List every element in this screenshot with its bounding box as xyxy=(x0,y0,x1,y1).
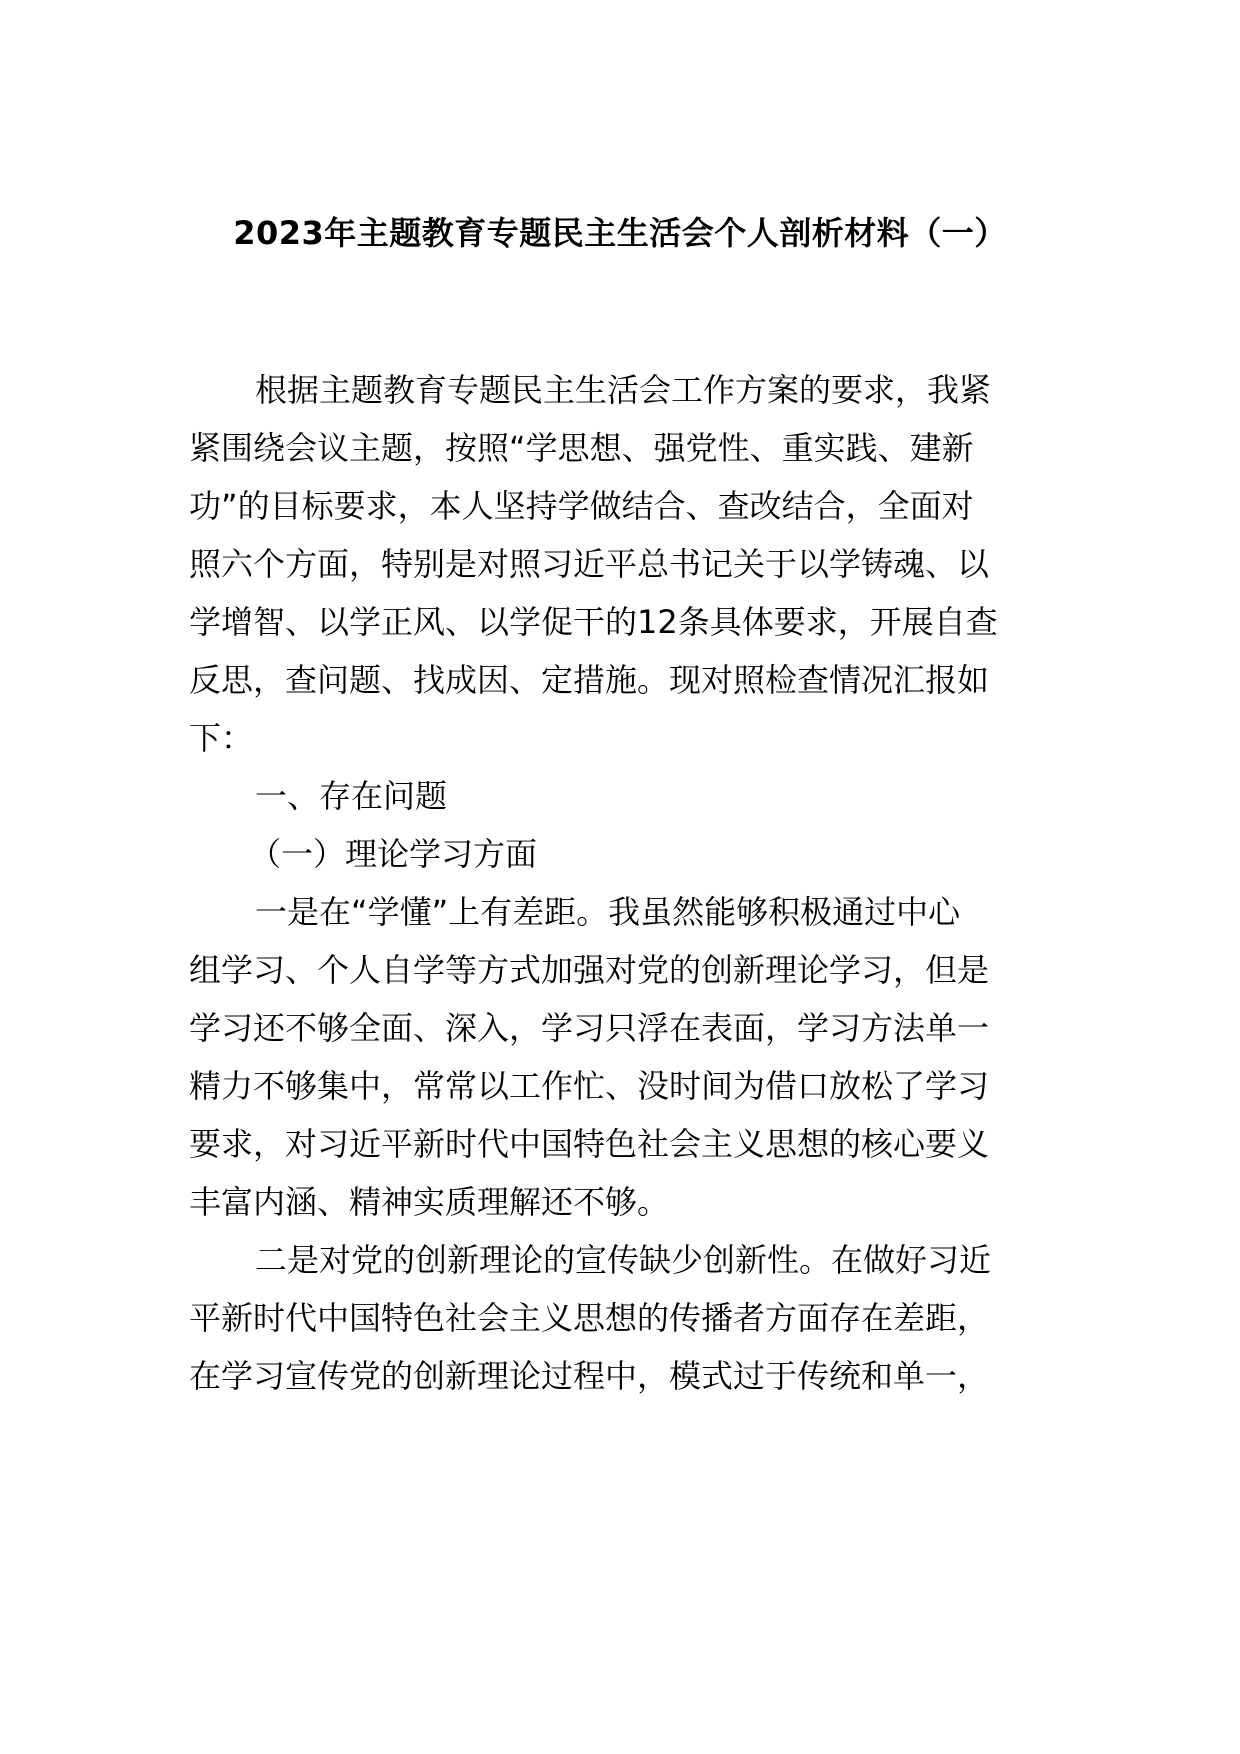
paragraph-line: 功”的目标要求，本人坚持学做结合、查改结合，全面对 xyxy=(189,487,974,525)
paragraph-line: 要求，对习近平新时代中国特色社会主义思想的核心要义 xyxy=(189,1125,990,1163)
paragraph-line: 一是在“学懂”上有差距。我虽然能够积极通过中心 xyxy=(255,893,961,931)
paragraph-line: 照六个方面，特别是对照习近平总书记关于以学铸魂、以 xyxy=(189,545,990,583)
paragraph-line: 下： xyxy=(189,719,254,757)
paragraph-line: 紧围绕会议主题，按照“学思想、强党性、重实践、建新 xyxy=(189,429,974,467)
paragraph-line: 丰富内涵、精神实质理解还不够。 xyxy=(189,1183,670,1221)
document-title: 2023年主题教育专题民主生活会个人剖析材料（一） xyxy=(233,214,1007,252)
paragraph-line: 学增智、以学正风、以学促干的12条具体要求，开展自查 xyxy=(189,603,998,641)
section-heading: 一、存在问题 xyxy=(255,777,448,815)
subsection-heading: （一）理论学习方面 xyxy=(249,835,538,873)
paragraph-line: 二是对党的创新理论的宣传缺少创新性。在做好习近 xyxy=(255,1241,992,1279)
paragraph-line: 平新时代中国特色社会主义思想的传播者方面存在差距， xyxy=(189,1299,990,1337)
paragraph-line: 组学习、个人自学等方式加强对党的创新理论学习，但是 xyxy=(189,951,990,989)
paragraph-line: 在学习宣传党的创新理论过程中，模式过于传统和单一， xyxy=(189,1357,990,1395)
paragraph-line: 根据主题教育专题民主生活会工作方案的要求，我紧 xyxy=(255,371,992,409)
paragraph-line: 精力不够集中，常常以工作忙、没时间为借口放松了学习 xyxy=(189,1067,990,1105)
paragraph-line: 反思，查问题、找成因、定措施。现对照检查情况汇报如 xyxy=(189,661,990,699)
paragraph-line: 学习还不够全面、深入，学习只浮在表面，学习方法单一 xyxy=(189,1009,990,1047)
